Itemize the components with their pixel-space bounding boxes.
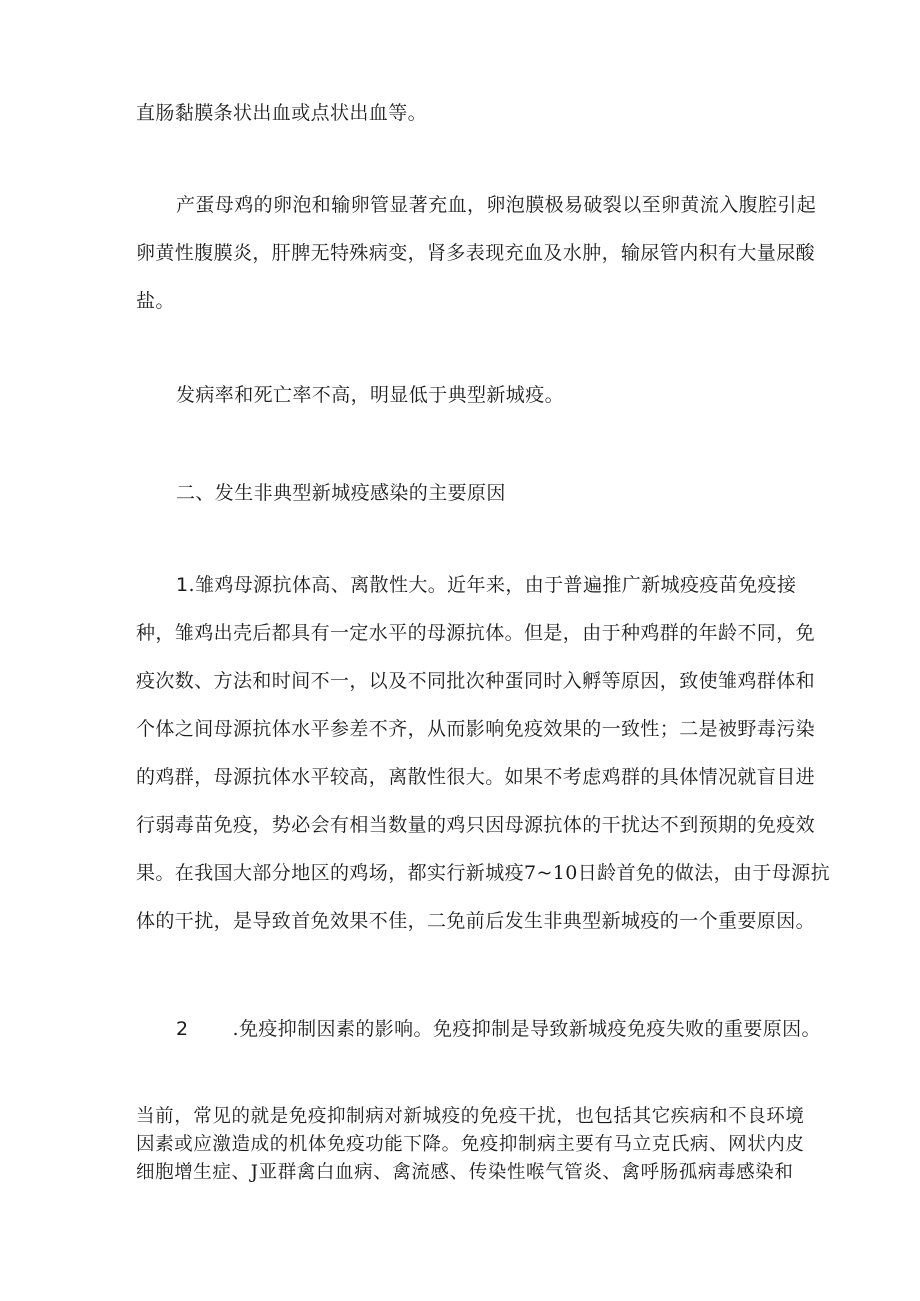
paragraph-line: 卵黄性腹膜炎，肝脾无特殊病变，肾多表现充血及水肿，输尿管内积有大量尿酸 [136, 242, 816, 264]
paragraph-line: 体的干扰，是导致首免效果不佳，二免前后发生非典型新城疫的一个重要原因。 [136, 910, 816, 932]
paragraph-line: 直肠黏膜条状出血或点状出血等。 [136, 102, 428, 124]
list-number: 1 [176, 574, 189, 596]
paragraph-line: 行弱毒苗免疫，势必会有相当数量的鸡只因母源抗体的干扰达不到预期的免疫效 [136, 814, 816, 836]
list-item-text: .雏鸡母源抗体高、离散性大。近年来，由于普遍推广新城疫疫苗免疫接 [188, 574, 797, 596]
paragraph-line: 个体之间母源抗体水平参差不齐，从而影响免疫效果的一致性；二是被野毒污染 [136, 718, 816, 740]
list-item-2-line [176, 1018, 821, 1040]
paragraph-line: 盐。 [136, 290, 175, 312]
paragraph-line: 细胞增生症、J亚群禽白血病、禽流感、传染性喉气管炎、禽呼肠孤病毒感染和 [136, 1162, 794, 1183]
paragraph-line: 因素或应激造成的机体免疫功能下降。免疫抑制病主要有马立克氏病、网状内皮 [136, 1134, 805, 1155]
section-heading: 二、发生非典型新城疫感染的主要原因 [176, 482, 506, 504]
paragraph-line: 当前，常见的就是免疫抑制病对新城疫的免疫干扰，也包括其它疾病和不良环境 [136, 1106, 805, 1127]
list-number: 2 [176, 1018, 189, 1040]
paragraph-line: 产蛋母鸡的卵泡和输卵管显著充血，卵泡膜极易破裂以至卵黄流入腹腔引起 [176, 194, 817, 216]
paragraph-line: 疫次数、方法和时间不一，以及不同批次种蛋同时入孵等原因，致使雏鸡群体和 [136, 670, 816, 692]
list-item-text: .免疫抑制因素的影响。免疫抑制是导致新城疫免疫失败的重要原因。 [232, 1018, 821, 1040]
paragraph-line: 的鸡群，母源抗体水平较高，离散性很大。如果不考虑鸡群的具体情况就盲目进 [136, 766, 816, 788]
list-item-1-line [176, 574, 796, 596]
paragraph-line: 果。在我国大部分地区的鸡场，都实行新城疫7~10日龄首免的做法，由于母源抗 [136, 862, 830, 884]
paragraph-line: 发病率和死亡率不高，明显低于典型新城疫。 [176, 384, 565, 406]
paragraph-line: 种，雏鸡出壳后都具有一定水平的母源抗体。但是，由于种鸡群的年龄不同，免 [136, 622, 816, 644]
